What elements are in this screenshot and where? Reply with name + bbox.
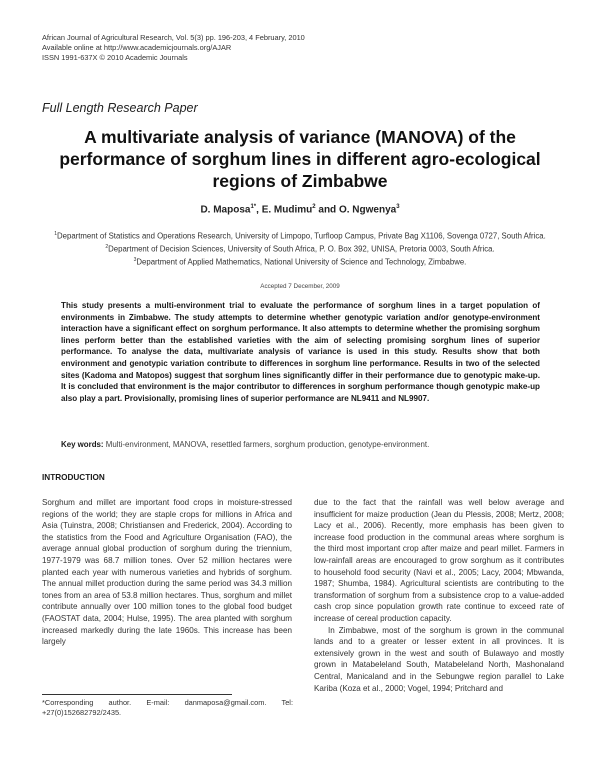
paper-title: A multivariate analysis of variance (MANOVA) of the performance of sorghum lines in different agro-ecological regions of Zimbabwe bbox=[59, 127, 541, 191]
paragraph: due to the fact that the rainfall was well below average and insufficient for maize production (Jean du Plessis, 2008; Mertz, 2008; Lacy et al., 2006). Recently, more emphasis has been given to increase food production in the communal areas where sorghum is the third most important crop after maize and pearl millet. Farmers in low-rainfall areas are encouraged to grow sorghum as it contributes to household food security (Navi et al., 2005; Lacy, 2004; Mbwanda, 1987; Shumba, 1984). Agricultural scientists are contributing to the transformation of sorghum from a subsistence crop to a value-added cash crop since population growth rate continue to exceed rate of increase of cereal production capacity. bbox=[314, 498, 564, 623]
affiliation bbox=[40, 242, 560, 255]
keywords-text: Multi-environment, MANOVA, resettled farmers, sorghum production, genotype-environment. bbox=[105, 440, 430, 449]
journal-issn: ISSN 1991-637X © 2010 Academic Journals bbox=[42, 53, 188, 62]
journal-header bbox=[42, 33, 305, 63]
right-column bbox=[314, 497, 564, 694]
left-column bbox=[42, 497, 292, 648]
author-sup: 1* bbox=[250, 204, 257, 210]
footnote-divider bbox=[42, 694, 232, 695]
keywords-label: Key words: bbox=[61, 440, 104, 449]
section-heading-introduction: INTRODUCTION bbox=[42, 473, 105, 482]
author-sep: , bbox=[256, 204, 262, 216]
paragraph: In Zimbabwe, most of the sorghum is grown in the communal lands and to a greater or lesser extent in all provinces. It is extensively grown in the west and south of Bulawayo and mostly grown in Matabeleland South, Matabeleland North, Mashonaland Central, Manicaland and in the Sebungwe region parallel to Lake Kariba (Koza et al., 2000; Vogel, 1994; Pritchard and bbox=[314, 625, 564, 693]
affiliation-text: Department of Decision Sciences, University of South Africa, P. O. Box 392, UNISA, Pretoria 0003, South Africa. bbox=[108, 244, 495, 254]
affiliation-text: Department of Statistics and Operations Research, University of Limpopo, Turfloop Campus, Private Bag X1106, Sovenga 0727, South Africa. bbox=[57, 231, 546, 241]
author-sep: and bbox=[315, 204, 339, 216]
author-name: O. Ngwenya bbox=[338, 204, 397, 216]
affiliation bbox=[40, 255, 560, 268]
paragraph: Sorghum and millet are important food crops in moisture-stressed regions of the world; they are staple crops for millions in Africa and Asia (Tuinstra, 2008; Christiansen and Frederick, 2004). According to the statistics from the Food and Agriculture Organisation (FAO), the average annual global production of sorghum during the triennium, 1977-1979 was 68.7 million tones. Over 52 million hectares were planted each year with numerous varieties and hybrids of sorghum. The annual millet production during the same period was 34.3 million tones from an area of 53.8 million hectares. Thus, sorghum and millet contribute annually over 100 million tones to the global food budget (FAOSTAT data, 2004; Hulse, 1995). The area planted with sorghum increased markedly during the late 1960s. This increase has been largely bbox=[42, 498, 292, 647]
affiliation-sup: 2 bbox=[105, 244, 109, 251]
abstract: This study presents a multi-environment trial to evaluate the performance of sorghum lines in a target population of environments in Zimbabwe. The study attempts to determine whether genotypic variation and/or genotype-environment interaction have a significant effect on sorghum performance. It also attempts to determine whether the promising sorghum lines perform better than the established varieties with the aim of selecting promising sorghum lines of superior performance. To analyse the data, multivariate analysis of variance is used in this study. Results show that both environment and genotypic variation contribute to differences in sorghum line performance. Results in two of the selected sites (Kadoma and Matopos) suggest that sorghum lines significantly differ in their performance due to genotypic make-up. It is concluded that environment is the major contributor to differences in sorghum performance though genotypic make-up also play a part. Provisionally, promising lines of superior performance are NL9411 and NL9907. bbox=[61, 301, 540, 403]
paper-type: Full Length Research Paper bbox=[42, 101, 198, 115]
accepted-date: Accepted 7 December, 2009 bbox=[260, 283, 340, 290]
author-name: E. Mudimu bbox=[261, 204, 313, 216]
author-sup: 3 bbox=[396, 204, 400, 210]
affiliation-text: Department of Applied Mathematics, National University of Science and Technology, Zimbabwe. bbox=[136, 257, 467, 267]
affiliation bbox=[40, 229, 560, 242]
journal-url: Available online at http://www.academicjournals.org/AJAR bbox=[42, 43, 232, 52]
author-list bbox=[0, 204, 600, 215]
affiliation-sup: 1 bbox=[54, 231, 58, 237]
corresponding-author-footnote: *Corresponding author. E-mail: danmaposa@gmail.com. Tel: +27(0)152682792/2435. bbox=[42, 698, 293, 718]
affiliations bbox=[40, 229, 560, 269]
affiliation-sup: 3 bbox=[133, 257, 137, 264]
journal-citation: African Journal of Agricultural Research, Vol. 5(3) pp. 196-203, 4 February, 2010 bbox=[42, 33, 305, 42]
author-name: D. Maposa bbox=[200, 204, 251, 216]
keywords bbox=[61, 440, 541, 449]
author-sup: 2 bbox=[312, 204, 316, 210]
